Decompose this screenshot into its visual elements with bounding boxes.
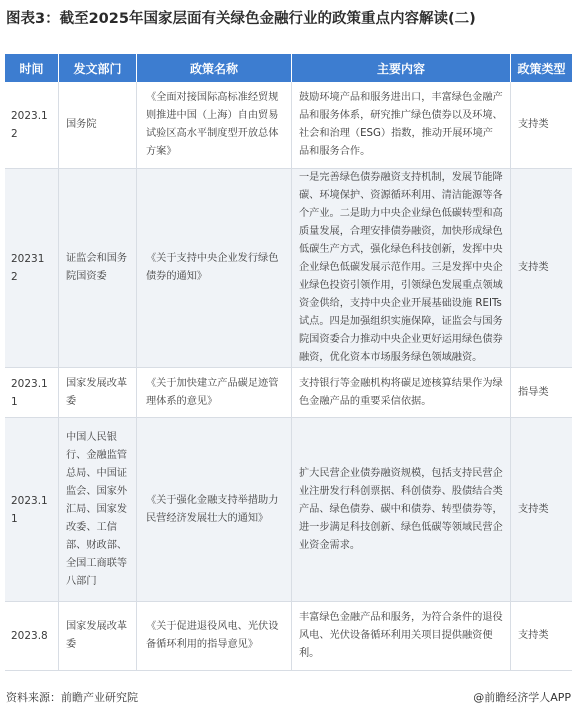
cell-time: 2023.8 <box>5 602 58 671</box>
table-header-row <box>5 54 572 82</box>
cell-dept: 国务院 <box>58 82 136 169</box>
header-policy-name: 政策名称 <box>136 54 291 82</box>
cell-content: 一是完善绿色债券融资支持机制，发展节能降碳、环境保护、资源循环利用、清洁能源等各个产业。二是助力中央企业绿色低碳转型和高质量发展，合理安排债券融资，加快形成绿色低碳生产方式，强化绿色科技创新，发挥中央企业绿色低碳发展示范作用。三是发挥中央企业绿色投资引领作用，引领绿色发展重点领域资金供给，支持中央企业开展基础设施 REITs 试点。四是加强组织实施保障，证监会与国务院国资委合力推动中央企业更好运用绿色债券融资，优化资本市场服务绿色领域融资。 <box>291 169 510 368</box>
cell-policy-type: 指导类 <box>510 368 572 418</box>
cell-dept: 国家发展改革委 <box>58 602 136 671</box>
table-row <box>5 169 572 368</box>
cell-dept: 国家发展改革委 <box>58 368 136 418</box>
cell-policy-name: 《全面对接国际高标准经贸规则推进中国（上海）自由贸易试验区高水平制度型开放总体方案》 <box>136 82 291 169</box>
cell-policy-name: 《关于促进退役风电、光伏设备循环利用的指导意见》 <box>136 602 291 671</box>
table-row <box>5 368 572 418</box>
cell-time: 202312 <box>5 169 58 368</box>
table-row <box>5 602 572 671</box>
cell-policy-name: 《关于支持中央企业发行绿色债券的通知》 <box>136 169 291 368</box>
table-row <box>5 418 572 602</box>
cell-content: 鼓励环境产品和服务进出口，丰富绿色金融产品和服务体系，研究推广绿色债券以及环境、社会和治理（ESG）指数，推动开展环境产品和服务合作。 <box>291 82 510 169</box>
cell-content: 支持银行等金融机构将碳足迹核算结果作为绿色金融产品的重要采信依据。 <box>291 368 510 418</box>
brand-credit: @前瞻经济学人APP <box>473 691 571 704</box>
header-content: 主要内容 <box>291 54 510 82</box>
policy-table <box>5 54 572 671</box>
cell-policy-type: 支持类 <box>510 82 572 169</box>
cell-policy-type: 支持类 <box>510 418 572 602</box>
cell-policy-type: 支持类 <box>510 169 572 368</box>
header-time: 时间 <box>5 54 58 82</box>
cell-time: 2023.11 <box>5 418 58 602</box>
cell-dept: 中国人民银行、金融监管总局、中国证监会、国家外汇局、国家发改委、工信部、财政部、全国工商联等八部门 <box>58 418 136 602</box>
cell-policy-name: 《关于强化金融支持举措助力民营经济发展壮大的通知》 <box>136 418 291 602</box>
source-note: 资料来源：前瞻产业研究院 <box>6 691 138 704</box>
cell-time: 2023.11 <box>5 368 58 418</box>
header-dept: 发文部门 <box>58 54 136 82</box>
chart-title: 图表3：截至2025年国家层面有关绿色金融行业的政策重点内容解读(二) <box>6 11 476 27</box>
cell-content: 丰富绿色金融产品和服务，为符合条件的退役风电、光伏设备循环利用关项目提供融资便利。 <box>291 602 510 671</box>
cell-time: 2023.12 <box>5 82 58 169</box>
cell-dept: 证监会和国务院国资委 <box>58 169 136 368</box>
cell-content: 扩大民营企业债券融资规模，包括支持民营企业注册发行科创票据、科创债券、股债结合类产品、绿色债券、碳中和债券、转型债券等，进一步满足科技创新、绿色低碳等领域民营企业资金需求。 <box>291 418 510 602</box>
header-policy-type: 政策类型 <box>510 54 572 82</box>
cell-policy-name: 《关于加快建立产品碳足迹管理体系的意见》 <box>136 368 291 418</box>
cell-policy-type: 支持类 <box>510 602 572 671</box>
table-row <box>5 82 572 169</box>
